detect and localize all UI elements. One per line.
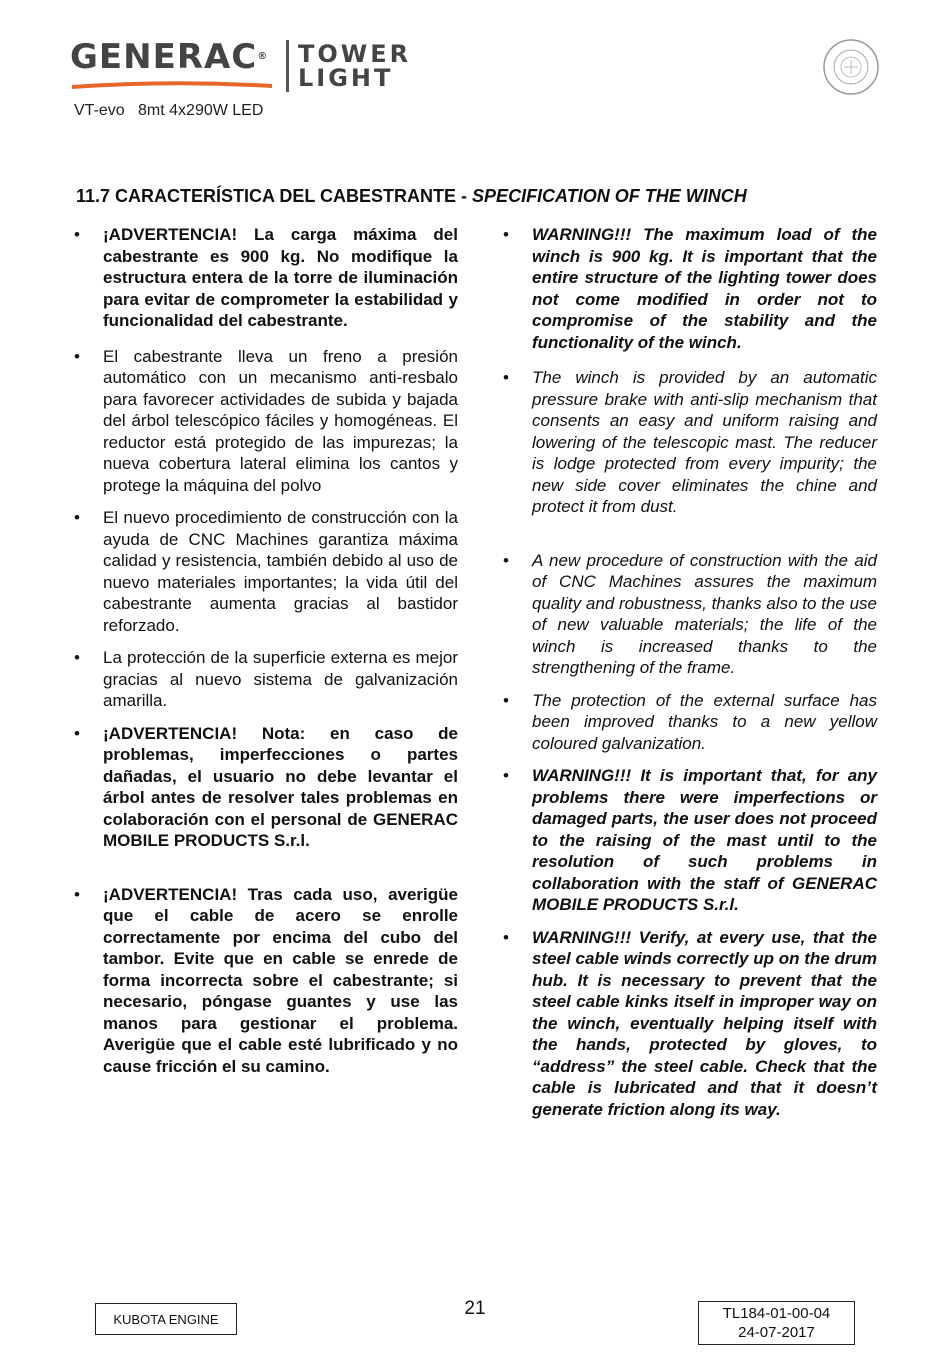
list-item: • WARNING!!! Verify, at every use, that the steel cable winds correctly up on the drum hub. It is necessary to prevent that the steel cable kinks itself in improper way on the winch, eventually helping itself with the hands, protected by gloves, to “address” the steel cable. Check that the cable is lubricated and that it doesn’t generate friction along its way.: [503, 927, 877, 1119]
bullet-icon: •: [503, 927, 509, 947]
bullet-icon: •: [503, 225, 509, 244]
bullet-icon: •: [503, 368, 509, 387]
logo-brand: GENERAC®: [70, 37, 269, 77]
section-title: 11.7 CARACTERÍSTICA DEL CABESTRANTE - SPECIFICATION OF THE WINCH: [76, 186, 747, 206]
list-item: • ¡ADVERTENCIA! La carga máxima del cabestrante es 900 kg. No modifique la estructura entera de la torre de iluminación para evitar de comprometer la estabilidad y funcionalidad del cabestrante.: [74, 225, 458, 330]
list-item: • ¡ADVERTENCIA! Nota: en caso de problemas, imperfecciones o partes dañadas, el usuario no debe levantar el árbol antes de resolver tales problemas en colaboración con el personal de GENERAC MOBILE PRODUCTS S.r.l.: [74, 723, 458, 850]
bullet-icon: •: [74, 884, 80, 904]
logo-product-line: TOWER LIGHT: [298, 40, 412, 92]
logo-swoosh-icon: [72, 80, 272, 90]
bullet-icon: •: [503, 766, 509, 785]
generac-tower-light-logo: [70, 38, 430, 96]
logo-divider: [286, 40, 289, 92]
bullet-icon: •: [74, 648, 80, 667]
list-item: • WARNING!!! The maximum load of the winch is 900 kg. It is important that the entire structure of the lighting tower does not come modified in order not to compromise of the stability and the functionality of the winch.: [503, 225, 877, 352]
bullet-icon: •: [503, 550, 509, 570]
document-code-box: [698, 1301, 855, 1345]
list-item: • WARNING!!! It is important that, for any problems there were imperfections or damaged parts, the user does not proceed to the raising of the mast until to the resolution of such problems in collaboration with the staff of GENERAC MOBILE PRODUCTS S.r.l.: [503, 766, 877, 914]
bullet-icon: •: [503, 690, 509, 710]
model-name: VT-evo 8mt 4x290W LED: [74, 102, 264, 119]
document-code: TL184-01-00-04: [722, 1305, 831, 1322]
engine-label-box: KUBOTA ENGINE: [95, 1303, 237, 1335]
list-item: • El cabestrante lleva un freno a presión automático con un mecanismo anti-resbalo para favorecer actividades de subida y bajada del árbol telescópico fáciles y homogéneas. El reductor está protegido de las impurezas; la nueva cobertura lateral elimina los cantos y protege la máquina del polvo: [74, 346, 458, 495]
document-date: 24-07-2017: [738, 1324, 815, 1341]
list-item: • The protection of the external surface has been improved thanks to a new yellow coloured galvanization.: [503, 690, 877, 753]
bullet-icon: •: [74, 225, 80, 244]
bullet-icon: •: [74, 723, 80, 743]
certification-seal-icon: [822, 38, 880, 96]
bullet-icon: •: [74, 508, 80, 527]
page-number: 21: [464, 1298, 486, 1319]
bullet-icon: •: [74, 346, 80, 366]
list-item: • A new procedure of construction with the aid of CNC Machines assures the maximum quality and robustness, thanks also to the use of new valuable materials; the life of the winch is increased thanks to the strengthening of the frame.: [503, 550, 877, 677]
list-item: • La protección de la superficie externa es mejor gracias al nuevo sistema de galvanización amarilla.: [74, 648, 458, 710]
list-item: • El nuevo procedimiento de construcción con la ayuda de CNC Machines garantiza máxima calidad y resistencia, también debido al uso de nuevo materiales importantes; la vida útil del cabestrante aumenta gracias al bastidor reforzado.: [74, 508, 458, 635]
list-item: • ¡ADVERTENCIA! Tras cada uso, averigüe que el cable de acero se enrolle correctamente por encima del cubo del tambor. Evite que en cable se enrede de forma incorrecta sobre el cabestrante; si necesario, póngase guantes y use las manos para gestionar el problema. Averigüe que el cable esté lubrificado y no cause fricción el su camino.: [74, 884, 458, 1076]
list-item: • The winch is provided by an automatic pressure brake with anti-slip mechanism that consents an easy and uniform raising and lowering of the telescopic mast. The reducer is lodge protected from every impurity; the new side cover eliminates the chine and protect it from dust.: [503, 368, 877, 516]
english-column: [503, 224, 877, 1120]
spanish-column: [74, 224, 458, 1077]
